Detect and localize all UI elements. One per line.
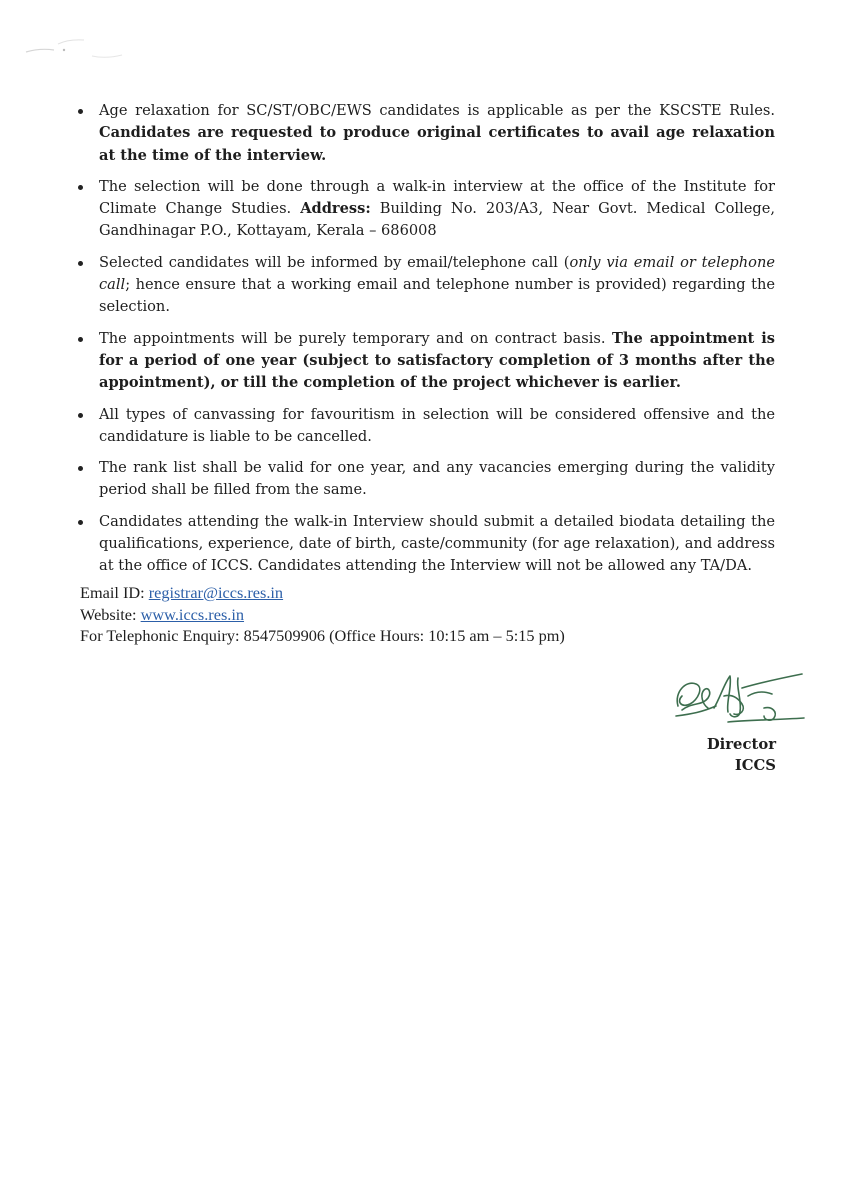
signatory-block (707, 734, 776, 776)
list-item (78, 176, 775, 243)
website-link[interactable]: www.iccs.res.in (140, 604, 245, 624)
list-item (78, 457, 775, 502)
bullet-text-normal: The appointments will be purely temporary and on contract basis. (99, 329, 613, 347)
list-item (78, 252, 775, 319)
bullet-text-bold: The appointment is for a period of one year (subject to satisfactory completion of 3 months after the appointment), or till the completion of the project whichever is earlier. (99, 329, 775, 392)
bullet-text-normal: The rank list shall be valid for one year, and any vacancies emerging during the validity period shall be filled from the same. (99, 459, 775, 499)
bullet-dot-icon (78, 185, 83, 190)
bullet-dot-icon (78, 466, 83, 471)
signatory-title: Director (706, 736, 776, 753)
signatory-org: ICCS (734, 757, 776, 774)
list-item (78, 404, 775, 449)
list-item (78, 511, 775, 578)
email-label: Email ID: (80, 583, 149, 602)
bullet-text-normal: All types of canvassing for favouritism in selection will be considered offensive and the candidature is liable to be cancelled. (99, 405, 775, 445)
bullet-text-normal: ; hence ensure that a working email and telephone number is provided) regarding the selection. (99, 276, 775, 316)
bullet-text-bold: Candidates are requested to produce original certificates to avail age relaxation at the time of the interview. (99, 124, 775, 164)
contact-block (80, 582, 565, 647)
bullet-text-italic: only via email or telephone call (99, 253, 775, 294)
list-item (78, 328, 775, 395)
email-line (80, 582, 565, 604)
phone-line: For Telephonic Enquiry: 8547509906 (Office Hours: 10:15 am – 5:15 pm) (80, 626, 565, 645)
email-link[interactable]: registrar@iccs.res.in (148, 583, 284, 602)
scan-smudge-mark (22, 30, 132, 70)
bullet-text-bold: Address: (300, 200, 371, 218)
director-signature (668, 666, 813, 734)
bullet-text-normal: The selection will be done through a walk-in interview at the office of the Institute for Climate Change Studies. (99, 177, 775, 218)
bullet-text-normal: Candidates attending the walk-in Interview should submit a detailed biodata detailing the qualifications, experience, date of birth, caste/community (for age relaxation), and address at the office of ICCS. Candidates attending the Interview will not be allowed any TA/DA. (99, 512, 775, 575)
bullet-text-normal: Age relaxation for SC/ST/OBC/EWS candidates is applicable as per the KSCSTE Rules. (99, 102, 775, 119)
bullet-dot-icon (78, 109, 83, 114)
bullet-text-normal: Selected candidates will be informed by email/telephone call ( (99, 253, 570, 271)
bullet-text-normal: Building No. 203/A3, Near Govt. Medical College, Gandhinagar P.O., Kottayam, Kerala – 686008 (99, 200, 775, 240)
website-line (80, 604, 565, 626)
website-label: Website: (80, 604, 141, 624)
bullet-dot-icon (78, 520, 83, 525)
bullet-dot-icon (78, 413, 83, 418)
conditions-list (78, 100, 775, 587)
list-item (78, 100, 775, 167)
bullet-dot-icon (78, 261, 83, 266)
bullet-dot-icon (78, 337, 83, 342)
